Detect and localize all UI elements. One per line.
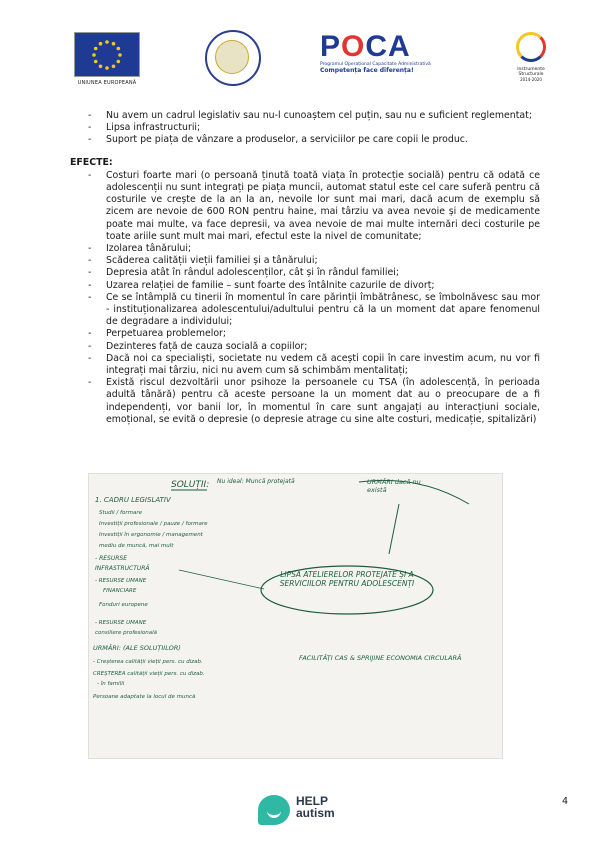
help-autism-line1: HELP [296, 794, 329, 808]
list-item: - Costuri foarte mari (o persoană ținută toată viața în protecție socială) pentru că odată ce adolescenții nu sunt integrați pe piața muncii, automat statul este cel care suferă pentru că costurile ve crește de la an la an, nevoile lor sunt mai mari, dacă acum de exemplu să zicem are nevoie de 600 RON pentru haine, mai târziu va avea nevoie și de medicamente poate mai multe, va face depresii, va avea nevoie de mai multe internări deci costurile pe toate ariile sunt mult mai mari, efectul este la nivel de comunitate; [70, 170, 540, 243]
whiteboard-item: URMĂRI: (ALE SOLUȚIILOR) [93, 644, 181, 652]
whiteboard-item: CREȘTEREA calității vieții pers. cu dizab. [93, 671, 205, 677]
whiteboard-item: - Creșterea calității vieții pers. cu dizab. [93, 659, 203, 665]
whiteboard-right-note: URMĂRI dacă nu există [367, 478, 421, 494]
eu-flag-icon [74, 32, 140, 77]
whiteboard-item: - RESURSE UMANE [95, 578, 147, 584]
poca-logo [320, 32, 438, 74]
list-item: - Dezinteres față de cauza socială a copiilor; [70, 341, 540, 353]
eu-caption: UNIUNEA EUROPEANĂ [77, 80, 137, 86]
list-item: - Nu avem un cadrul legislativ sau nu-l cunoaștem cel puțin, sau nu e suficient reglementat; [70, 110, 540, 122]
structural-instruments-years: 2014-2020 [520, 77, 542, 82]
document-body [70, 110, 540, 426]
help-autism-line2: autism [296, 806, 335, 820]
causes-list [70, 110, 540, 147]
list-item: - Scăderea calității vieții familiei și a tânărului; [70, 255, 540, 267]
whiteboard-item: - RESURSE [95, 555, 128, 562]
whiteboard-item: FINANCIARE [103, 588, 137, 594]
whiteboard-item: - în familii [97, 681, 125, 687]
structural-instruments-logo [508, 32, 554, 82]
effects-list [70, 170, 540, 426]
list-item: - Uzarea relației de familie – sunt foarte des întâlnite cazurile de divorț; [70, 280, 540, 292]
eu-logo [74, 32, 140, 86]
structural-instruments-label: Instrumente Structurale [517, 67, 545, 77]
whiteboard-item: 1. CADRU LEGISLATIV [95, 496, 171, 504]
whiteboard-bottom-note: FACILITĂȚI CAS & SPRIJINE ECONOMIA CIRCULARĂ [299, 654, 462, 662]
list-item: - Izolarea tânărului; [70, 243, 540, 255]
whiteboard-left-items [93, 496, 208, 700]
list-item: - Există riscul dezvoltării unor psihoze la persoanele cu TSA (în adolescență, în perioada adultă tânără) pentru că aceste persoane la un moment dat au o preocupare de a fi independenți, vor banii lor, în momentul în care sunt angajați au interacțiuni sociale, emoțional, se evită o depresie (o depresie atrage cu sine alte costuri, medicație, spitalizări) [70, 377, 540, 426]
poca-tagline: Competența face diferența! [320, 67, 414, 74]
effects-heading: EFECTE: [70, 156, 113, 168]
page-number: 4 [562, 796, 569, 807]
list-item: - Depresia atât în rândul adolescenților, cât și în rândul familiei; [70, 267, 540, 279]
list-item: - Suport pe piața de vânzare a produselor, a serviciilor pe care copii le produc. [70, 134, 540, 146]
whiteboard-top-note: Nu ideal: Muncă protejată [217, 478, 295, 485]
header-logos [0, 28, 595, 88]
whiteboard-center-text: LIPSA ATELIERELOR PROTEJATE ȘI A SERVICIILOR PENTRU ADOLESCENȚI [279, 570, 415, 588]
whiteboard-photo [88, 473, 503, 759]
whiteboard-item: INFRASTRUCTURĂ [95, 565, 150, 572]
whiteboard-item: Persoane adaptate la locul de muncă [93, 694, 196, 700]
help-autism-logo [258, 793, 348, 833]
whiteboard-item: Studii / formare [99, 510, 142, 516]
help-autism-wordmark [296, 795, 335, 819]
whiteboard-title: SOLUȚII: [171, 480, 210, 490]
government-seal [205, 30, 261, 86]
whiteboard-item: Investiții în ergonomie / management [99, 532, 203, 538]
list-item: - Dacă noi ca specialiști, societate nu vedem că acești copii în care investim acum, nu vor fi integrați mai târziu, nici nu avem cum să schimbăm mentalitați; [70, 353, 540, 377]
poca-wordmark: POCA [320, 30, 411, 63]
list-item: - Ce se întâmplă cu tinerii în momentul în care părinții îmbătrânesc, se îmbolnăvesc sau mor - instituționalizarea adolescentului/adultului pentru că la un moment dat apare fenomenul de degradare a individului; [70, 292, 540, 329]
speech-bubble-icon [258, 795, 290, 825]
poca-program-line: Programul Operațional Capacitate Administrativă [320, 62, 431, 67]
structural-instruments-icon [516, 32, 546, 62]
list-item: - Perpetuarea problemelor; [70, 328, 540, 340]
whiteboard-item: Investiții profesionale / pauze / formare [99, 521, 208, 527]
list-item: - Lipsa infrastructurii; [70, 122, 540, 134]
romania-coat-of-arms-icon [215, 40, 249, 74]
whiteboard-item: Fonduri europene [99, 602, 148, 608]
whiteboard-item: consiliere profesională [95, 630, 158, 636]
whiteboard-item: - RESURSE UMANE [95, 620, 147, 626]
whiteboard-item: mediu de muncă, mai mult [99, 543, 174, 549]
